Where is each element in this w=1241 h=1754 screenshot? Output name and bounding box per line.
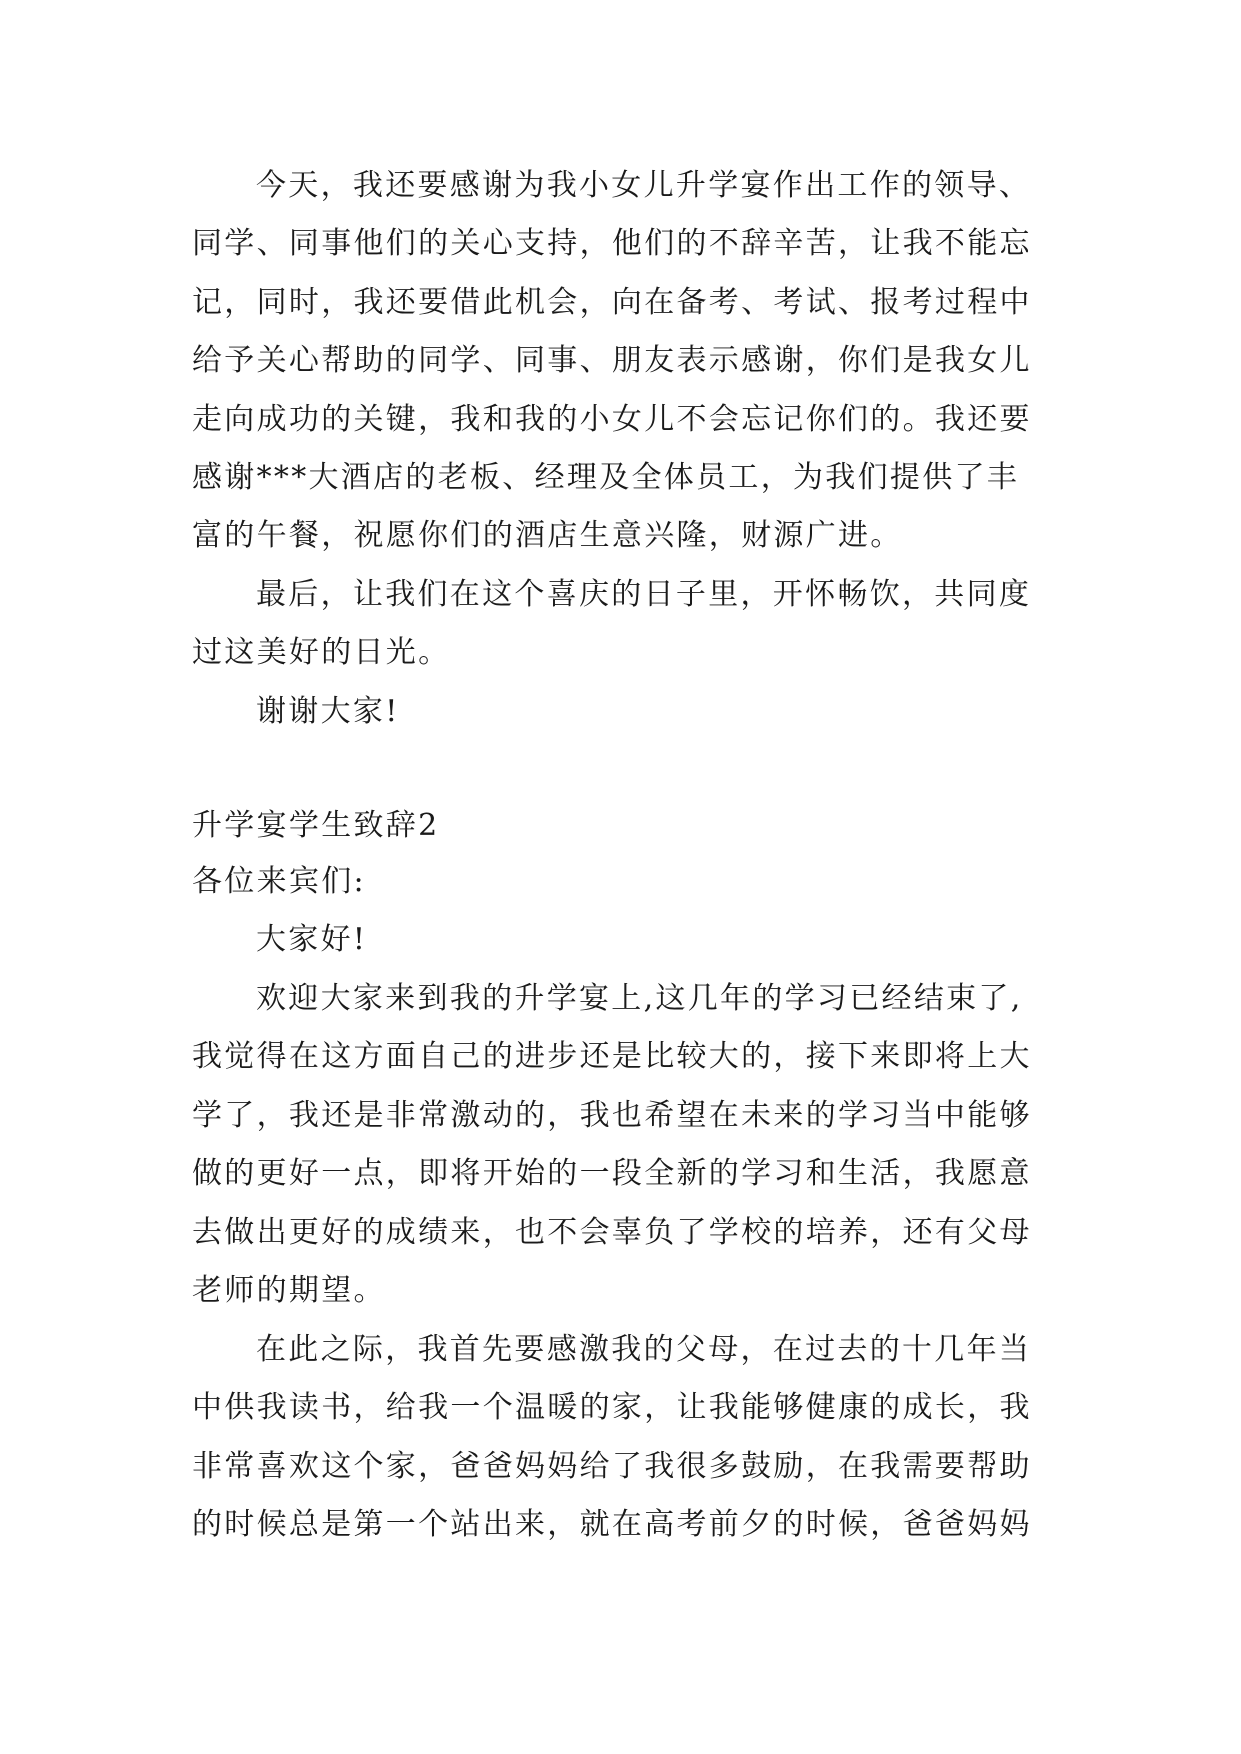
text-line: 在此之际，我首先要感激我的父母，在过去的十几年当	[256, 1332, 1032, 1367]
text-line: 富的午餐，祝愿你们的酒店生意兴隆，财源广进。	[192, 518, 903, 553]
text-line: 今天，我还要感谢为我小女儿升学宴作出工作的领导、	[256, 168, 1032, 203]
text-line: 去做出更好的成绩来，也不会辜负了学校的培养，还有父母	[192, 1215, 1032, 1250]
text-line: 给予关心帮助的同学、同事、朋友表示感谢，你们是我女儿	[192, 343, 1032, 378]
text-line: 记，同时，我还要借此机会，向在备考、考试、报考过程中	[192, 285, 1032, 320]
text-line: 同学、同事他们的关心支持，他们的不辞辛苦，让我不能忘	[192, 226, 1032, 261]
text-line: 过这美好的日光。	[192, 635, 451, 670]
greeting: 大家好!	[256, 922, 368, 957]
text-line: 欢迎大家来到我的升学宴上,这几年的学习已经结束了,	[256, 981, 1023, 1016]
text-line: 走向成功的关键，我和我的小女儿不会忘记你们的。我还要	[192, 402, 1032, 437]
text-line: 中供我读书，给我一个温暖的家，让我能够健康的成长，我	[192, 1390, 1032, 1425]
section-title: 升学宴学生致辞2	[192, 808, 440, 843]
text-line: 非常喜欢这个家，爸爸妈妈给了我很多鼓励，在我需要帮助	[192, 1449, 1032, 1484]
salutation: 各位来宾们:	[192, 864, 366, 899]
text-line: 感谢***大酒店的老板、经理及全体员工，为我们提供了丰	[192, 460, 1020, 495]
text-line: 的时候总是第一个站出来，就在高考前夕的时候，爸爸妈妈	[192, 1507, 1032, 1542]
closing-text: 谢谢大家!	[256, 694, 400, 729]
text-line: 老师的期望。	[192, 1273, 386, 1308]
text-line: 我觉得在这方面自己的进步还是比较大的，接下来即将上大	[192, 1039, 1032, 1074]
text-line: 最后，让我们在这个喜庆的日子里，开怀畅饮，共同度	[256, 577, 1032, 612]
text-line: 学了，我还是非常激动的，我也希望在未来的学习当中能够	[192, 1098, 1032, 1133]
text-line: 做的更好一点，即将开始的一段全新的学习和生活，我愿意	[192, 1156, 1032, 1191]
